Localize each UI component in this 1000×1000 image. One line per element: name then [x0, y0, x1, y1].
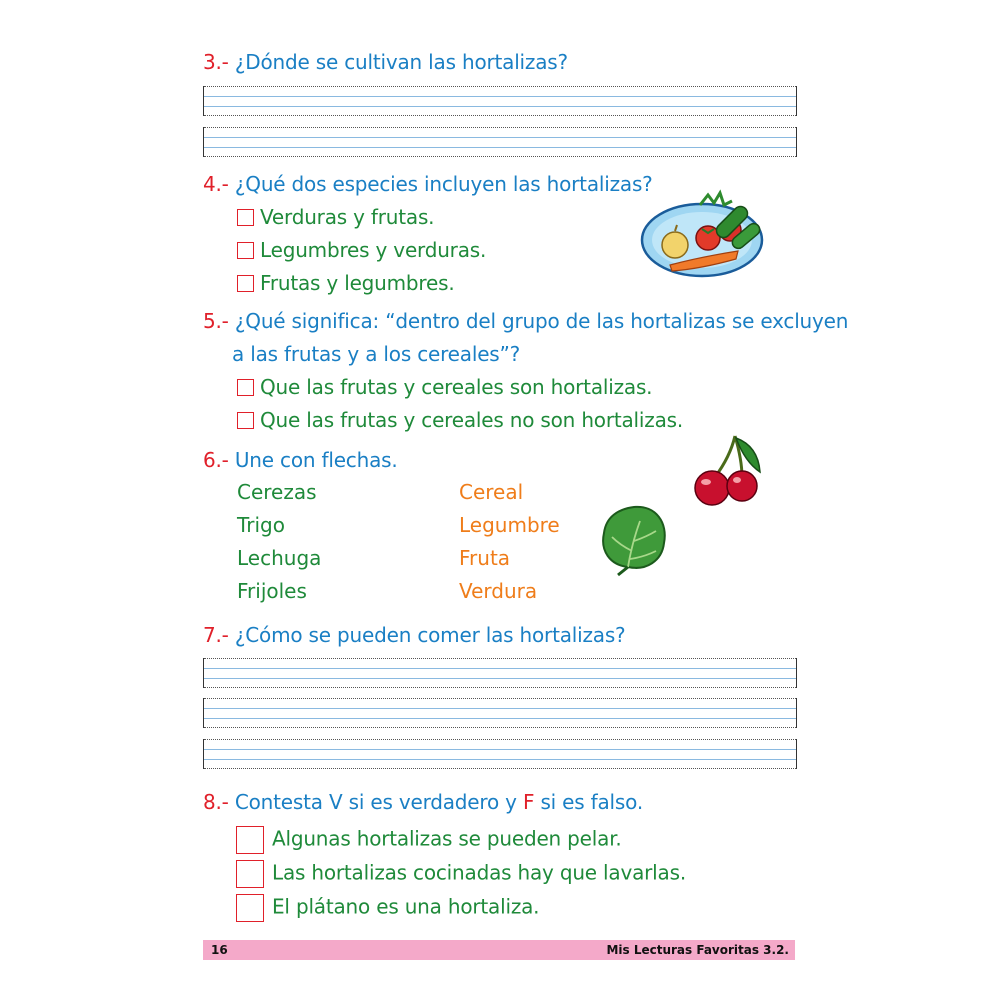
checkbox[interactable] [237, 209, 254, 226]
question-text: Contesta [228, 790, 329, 814]
true-false-statement [236, 826, 622, 854]
question-text: ¿Dónde se cultivan las hortalizas? [228, 50, 568, 74]
question-text: ¿Qué significa: “dentro del grupo de las hortalizas se excluyen [228, 309, 849, 333]
match-right-item[interactable]: Cereal [459, 480, 524, 504]
lettuce-illustration [598, 503, 670, 578]
question-text: ¿Qué dos especies incluyen las hortalizas? [228, 172, 653, 196]
page-footer [203, 940, 795, 960]
option[interactable] [237, 238, 486, 262]
checkbox[interactable] [237, 275, 254, 292]
question-8 [203, 790, 643, 814]
option-label: Verduras y frutas. [260, 205, 435, 229]
true-false-statement [236, 860, 686, 888]
writing-lines[interactable] [203, 739, 797, 769]
question-text: si es falso. [534, 790, 643, 814]
true-false-statement [236, 894, 539, 922]
question-text: Une con flechas. [228, 448, 398, 472]
writing-lines[interactable] [203, 698, 797, 728]
page-number: 16 [211, 943, 228, 957]
writing-lines[interactable] [203, 86, 797, 116]
question-number: 4.- [203, 172, 229, 196]
question-number: 7.- [203, 623, 229, 647]
question-7 [203, 623, 625, 647]
writing-lines[interactable] [203, 658, 797, 688]
statement-text: Algunas hortalizas se pueden pelar. [272, 826, 622, 851]
question-number: 5.- [203, 309, 229, 333]
answer-box[interactable] [236, 826, 264, 854]
option[interactable] [237, 408, 683, 432]
statement-text: Las hortalizas cocinadas hay que lavarlas. [272, 860, 686, 885]
book-title: Mis Lecturas Favoritas 3.2. [606, 943, 789, 957]
checkbox[interactable] [237, 379, 254, 396]
option-label: Que las frutas y cereales son hortalizas. [260, 375, 653, 399]
question-text: si es verdadero y [342, 790, 523, 814]
question-text: ¿Cómo se pueden comer las hortalizas? [228, 623, 626, 647]
option-label: Que las frutas y cereales no son hortalizas. [260, 408, 683, 432]
false-letter: F [522, 790, 535, 814]
match-left-item[interactable]: Cerezas [237, 480, 317, 504]
match-right-item[interactable]: Verdura [459, 579, 538, 603]
true-letter: V [328, 790, 343, 814]
question-5 [203, 309, 848, 333]
checkbox[interactable] [237, 242, 254, 259]
question-6 [203, 448, 398, 472]
option[interactable] [237, 205, 434, 229]
option[interactable] [237, 271, 455, 295]
question-number: 8.- [203, 790, 229, 814]
match-left-item[interactable]: Lechuga [237, 546, 322, 570]
question-3 [203, 50, 568, 74]
checkbox[interactable] [237, 412, 254, 429]
answer-box[interactable] [236, 894, 264, 922]
question-number: 3.- [203, 50, 229, 74]
match-left-item[interactable]: Frijoles [237, 579, 307, 603]
match-left-item[interactable]: Trigo [237, 513, 285, 537]
question-4 [203, 172, 653, 196]
cherries-illustration [690, 432, 768, 510]
option-label: Frutas y legumbres. [260, 271, 455, 295]
option[interactable] [237, 375, 652, 399]
match-right-item[interactable]: Fruta [459, 546, 511, 570]
statement-text: El plátano es una hortaliza. [272, 894, 540, 919]
match-right-item[interactable]: Legumbre [459, 513, 560, 537]
question-text-continued: a las frutas y a los cereales”? [232, 342, 521, 366]
writing-lines[interactable] [203, 127, 797, 157]
answer-box[interactable] [236, 860, 264, 888]
option-label: Legumbres y verduras. [260, 238, 487, 262]
question-number: 6.- [203, 448, 229, 472]
vegetables-plate-illustration [640, 185, 775, 280]
